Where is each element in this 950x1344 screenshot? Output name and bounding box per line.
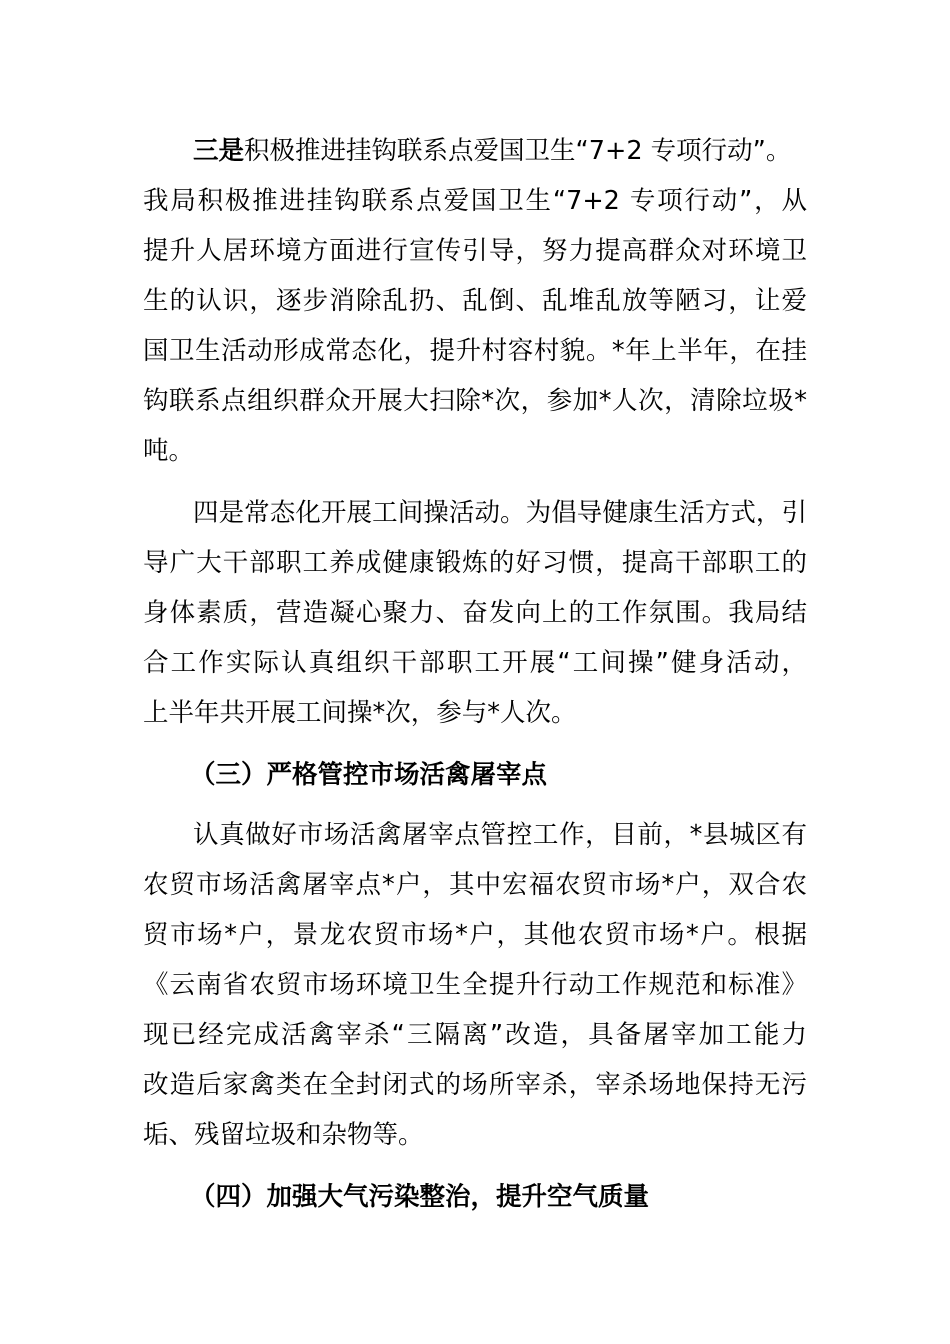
paragraph-3-line-6: 改造后家禽类在全封闭式的场所宰杀，宰杀场地保持无污 [143,1070,807,1100]
paragraph-1-line-7: 吨。 [143,436,195,466]
paragraph-3-line-1: 认真做好市场活禽屠宰点管控工作，目前，*县城区有 [193,820,807,850]
paragraph-2-line-2: 导广大干部职工养成健康锻炼的好习惯，提高干部职工的 [143,548,807,578]
section-heading-4: （四）加强大气污染整治，提升空气质量 [190,1182,650,1212]
paragraph-1-line-1 [193,134,807,168]
paragraph-1-line-1-text: 积极推进挂钩联系点爱国卫生“7+2 专项行动”。 [244,136,792,166]
paragraph-1-line-3: 提升人居环境方面进行宣传引导，努力提高群众对环境卫 [143,236,807,266]
paragraph-3-line-7: 垢、残留垃圾和杂物等。 [143,1120,424,1150]
paragraph-3-line-2: 农贸市场活禽屠宰点*户，其中宏福农贸市场*户，双合农 [143,870,807,900]
paragraph-1-lead: 三是 [193,136,245,166]
paragraph-3-line-3: 贸市场*户，景龙农贸市场*户，其他农贸市场*户。根据 [143,920,807,950]
paragraph-3-line-5: 现已经完成活禽宰杀“三隔离”改造，具备屠宰加工能力 [143,1020,807,1050]
paragraph-1-line-4: 生的认识，逐步消除乱扔、乱倒、乱堆乱放等陋习，让爱 [143,286,807,316]
paragraph-1-line-5: 国卫生活动形成常态化，提升村容村貌。*年上半年，在挂 [143,336,807,366]
paragraph-1-line-2: 我局积极推进挂钩联系点爱国卫生“7+2 专项行动”，从 [143,186,807,216]
paragraph-1-line-6: 钩联系点组织群众开展大扫除*次，参加*人次，清除垃圾* [143,386,807,416]
paragraph-2-line-3: 身体素质，营造凝心聚力、奋发向上的工作氛围。我局结 [143,598,807,628]
paragraph-2-line-1: 四是常态化开展工间操活动。为倡导健康生活方式，引 [193,498,807,528]
paragraph-3-line-4: 《云南省农贸市场环境卫生全提升行动工作规范和标准》 [143,970,807,1000]
paragraph-2-line-4: 合工作实际认真组织干部职工开展“工间操”健身活动， [143,648,807,678]
section-heading-3: （三）严格管控市场活禽屠宰点 [190,760,548,790]
paragraph-2-line-5: 上半年共开展工间操*次，参与*人次。 [143,698,577,728]
